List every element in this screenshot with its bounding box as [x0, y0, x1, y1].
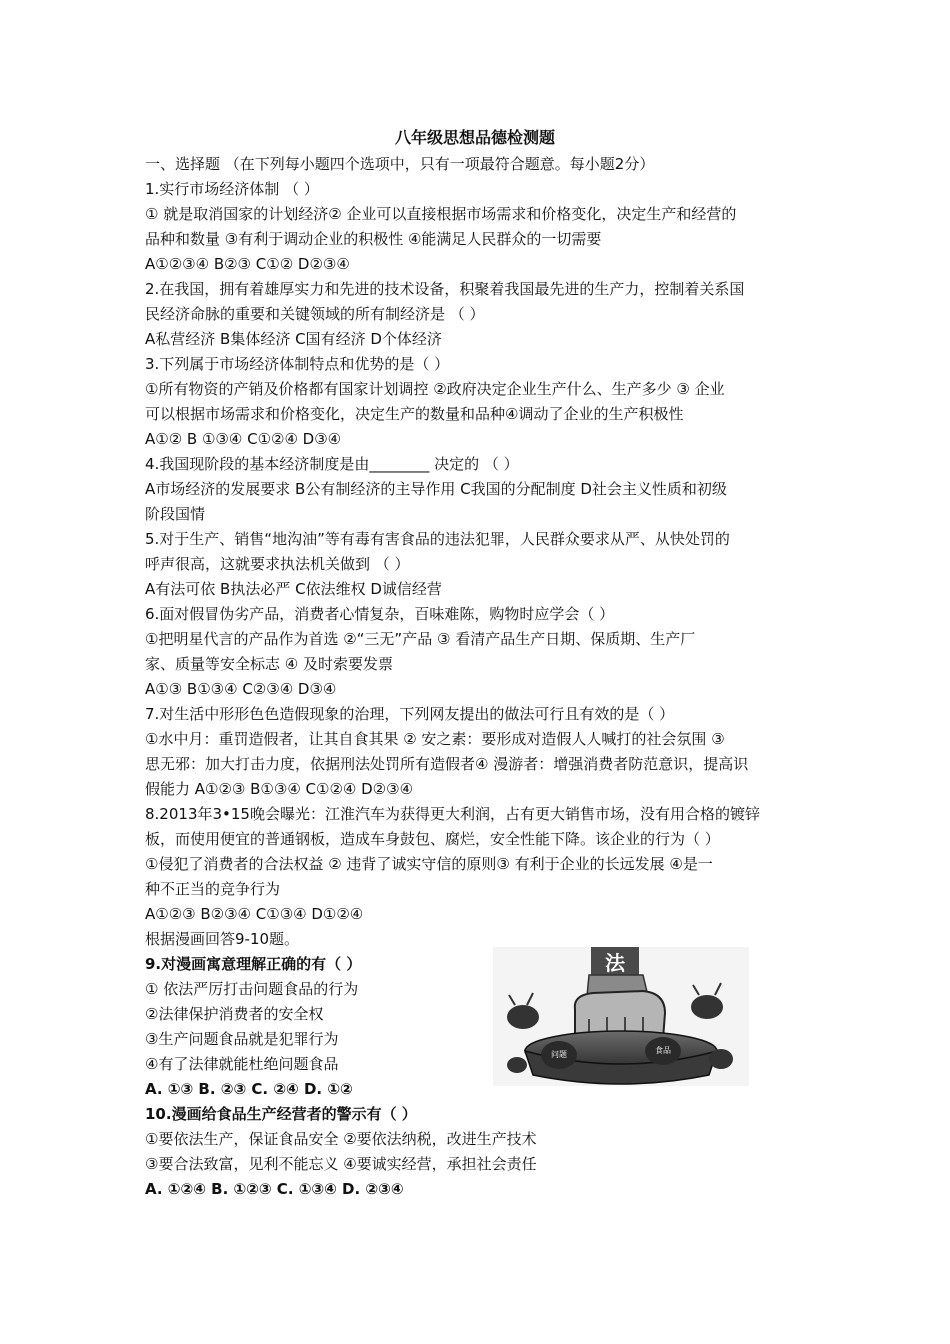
text-line: 家、质量等安全标志 ④ 及时索要发票: [145, 655, 393, 673]
text-line: A. ①③ B. ②③ C. ②④ D. ①②: [145, 1080, 353, 1098]
text-line: A. ①②④ B. ①②③ C. ①③④ D. ②③④: [145, 1180, 404, 1198]
text-line: 思无邪：加大打击力度，依据刑法处罚所有造假者④ 漫游者：增强消费者防范意识，提高识: [145, 755, 749, 773]
text-line: 品种和数量 ③有利于调动企业的积极性 ④能满足人民群众的一切需要: [145, 230, 602, 248]
text-line: ①侵犯了消费者的合法权益 ② 违背了诚实守信的原则③ 有利于企业的长远发展 ④是一: [145, 855, 713, 873]
text-line: 民经济命脉的重要和关键领域的所有制经济是 （ ）: [145, 305, 485, 323]
text-line: ①水中月：重罚造假者，让其自食其果 ② 安之素：要形成对造假人人喊打的社会氛围 ③: [145, 730, 725, 748]
exam-title: 八年级思想品德检测题: [394, 128, 555, 147]
text-line: ④有了法律就能杜绝问题食品: [145, 1055, 339, 1073]
cartoon-svg: [493, 947, 749, 1086]
text-line: 2.在我国，拥有着雄厚实力和先进的技术设备，积聚着我国最先进的生产力，控制着关系国: [145, 280, 745, 298]
text-line: 7.对生活中形形色色造假现象的治理，下列网友提出的做法可行且有效的是（ ）: [145, 705, 675, 723]
text-line: 9.对漫画寓意理解正确的有（ ）: [145, 955, 362, 973]
bug-creature-2: [691, 995, 723, 1019]
text-line: 可以根据市场需求和价格变化，决定生产的数量和品种④调动了企业的生产积极性: [145, 405, 684, 423]
text-line: A①②③ B②③④ C①③④ D①②④: [145, 905, 364, 923]
law-sign-text: 法: [605, 951, 625, 975]
text-line: 一、选择题 （在下列每小题四个选项中，只有一项最符合题意。每小题2分）: [145, 155, 655, 173]
text-line: A①②③④ B②③ C①② D②③④: [145, 255, 350, 273]
text-line: 1.实行市场经济体制 （ ）: [145, 180, 319, 198]
bug-creature-6: [507, 1057, 527, 1073]
text-line: A有法可依 B执法必严 C依法维权 D诚信经营: [145, 580, 442, 598]
text-line: 10.漫画给食品生产经营者的警示有（ ）: [145, 1105, 417, 1123]
text-line: 板，而使用便宜的普通钢板，造成车身鼓包、腐烂，安全性能下降。该企业的行为（ ）: [145, 830, 720, 848]
text-line: ①要依法生产，保证食品安全 ②要依法纳税，改进生产技术: [145, 1130, 537, 1148]
cartoon-illustration: [493, 947, 749, 1086]
text-line: 呼声很高，这就要求执法机关做到 （ ）: [145, 555, 410, 573]
text-line: 6.面对假冒伪劣产品，消费者心情复杂，百味难陈，购物时应学会（ ）: [145, 605, 615, 623]
text-line: A①② B ①③④ C①②④ D③④: [145, 430, 342, 448]
svg-text:食品: 食品: [655, 1046, 671, 1055]
text-line: 种不正当的竞争行为: [145, 880, 281, 898]
text-line: A私营经济 B集体经济 C国有经济 D个体经济: [145, 330, 442, 348]
text-line: ① 依法严厉打击问题食品的行为: [145, 980, 359, 998]
text-line: ③生产问题食品就是犯罪行为: [145, 1030, 339, 1048]
text-line: ①把明星代言的产品作为首选 ②“三无”产品 ③ 看清产品生产日期、保质期、生产厂: [145, 630, 696, 648]
text-line: 阶段国情: [145, 505, 206, 523]
text-line: 4.我国现阶段的基本经济制度是由________ 决定的 （ ）: [145, 455, 519, 473]
svg-text:问题: 问题: [551, 1050, 567, 1059]
text-line: ②法律保护消费者的安全权: [145, 1005, 324, 1023]
text-line: A①③ B①③④ C②③④ D③④: [145, 680, 337, 698]
text-line: 8.2013年3•15晚会曝光：江淮汽车为获得更大利润，占有更大销售市场，没有用合格的镀锌: [145, 805, 760, 823]
bug-creature-5: [709, 1049, 733, 1069]
text-line: 5.对于生产、销售“地沟油”等有毒有害食品的违法犯罪，人民群众要求从严、从快处罚的: [145, 530, 730, 548]
text-line: 假能力 A①②③ B①③④ C①②④ D②③④: [145, 780, 414, 798]
text-line: ①所有物资的产销及价格都有国家计划调控 ②政府决定企业生产什么、生产多少 ③ 企业: [145, 380, 725, 398]
text-line: 根据漫画回答9-10题。: [145, 930, 300, 948]
text-line: A市场经济的发展要求 B公有制经济的主导作用 C我国的分配制度 D社会主义性质和初级: [145, 480, 727, 498]
text-line: 3.下列属于市场经济体制特点和优势的是（ ）: [145, 355, 450, 373]
bug-creature-1: [507, 1005, 539, 1029]
text-line: ③要合法致富，见利不能忘义 ④要诚实经营，承担社会责任: [145, 1155, 537, 1173]
text-line: ① 就是取消国家的计划经济② 企业可以直接根据市场需求和价格变化，决定生产和经营的: [145, 205, 737, 223]
